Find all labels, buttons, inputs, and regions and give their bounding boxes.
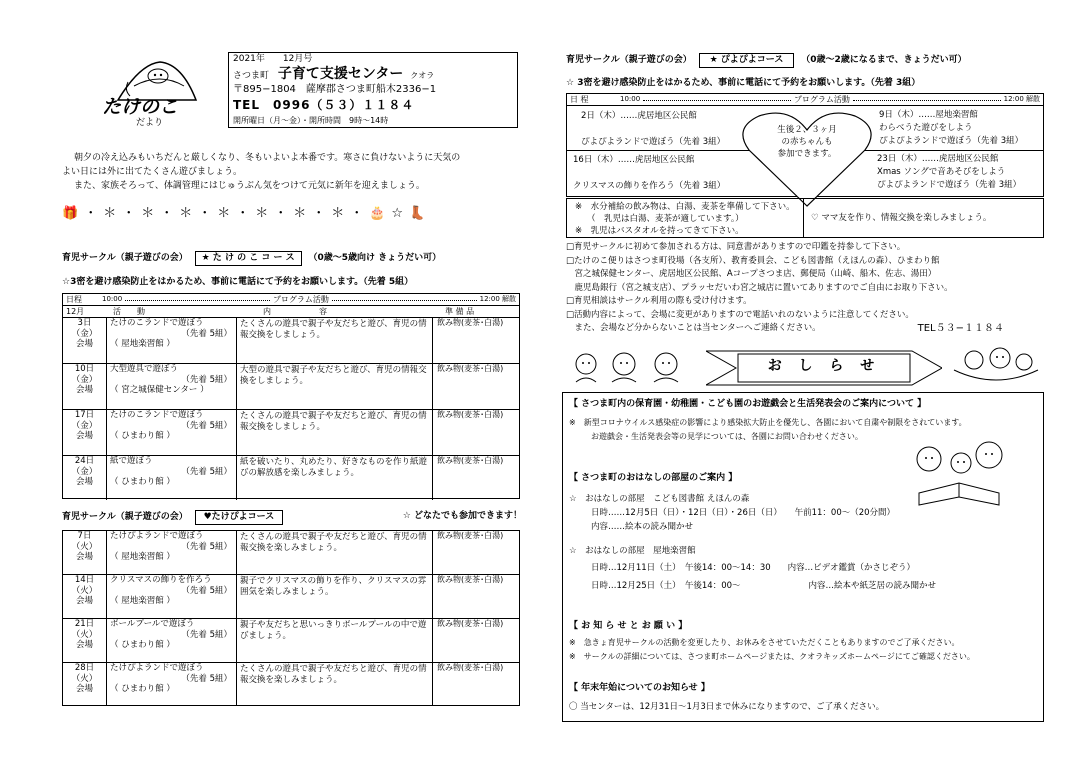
children-illustration-icon (566, 346, 700, 386)
activity-cell (107, 456, 237, 500)
activity-cell (107, 318, 237, 364)
course3-target: （0歳〜2歳になるまで、きょうだい可） (801, 55, 967, 65)
section-line: 日時…12月11日（土） 午後14：00〜14：30 内容…ビデオ鑑賞（かさじぞう） (591, 562, 915, 573)
course1-header (62, 251, 532, 266)
col-day-label: 日程 (66, 295, 82, 304)
date-cell (63, 318, 107, 364)
col-content: 内 容 (263, 307, 327, 316)
phone: TEL 0996（５３）１１８４ (233, 98, 415, 112)
general-info (566, 241, 1044, 336)
items-cell (435, 364, 519, 374)
venue-label: 会場 (75, 640, 93, 651)
intro-line: 朝夕の冷え込みもいちだんと厳しくなり、冬もいよいよ本番です。寒さに負けないように天気の (74, 153, 461, 163)
date-cell (63, 456, 107, 500)
venue-label: 会場 (75, 431, 93, 442)
date-cell (63, 663, 107, 705)
drink-notes (575, 201, 795, 237)
course1-table (62, 293, 520, 499)
course1-timeline (63, 294, 519, 306)
items-cell (435, 619, 519, 629)
gift-icon: 🎁 (62, 206, 85, 221)
items: 飲み物(麦茶･白湯) (437, 410, 504, 419)
venue: （ ひまわり館 ） (110, 477, 175, 488)
event-16 (573, 153, 725, 193)
heart-line: 参加できます。 (777, 149, 837, 159)
center-title: 子育て支援センター (277, 66, 404, 82)
course1-name: ★ た け の こ コ ー ス (195, 251, 302, 266)
time-end: 12:00 解散 (479, 295, 517, 303)
intro-line: よい日には外に出てたくさん遊びましょう。 (62, 167, 243, 177)
col-items: 準 備 品 (445, 307, 475, 316)
course2-header (62, 510, 522, 525)
section-line: ※ サークルの詳細については、さつま町ホームページまたは、クオラキッズホームページにてご確認ください。 (569, 652, 975, 662)
event-activity: ぴよぴよランドで遊ぼう（先着 3組） (879, 136, 1024, 146)
section-title: 【 お 知 ら せ と お 願 い 】 (569, 621, 688, 631)
content-cell (237, 456, 433, 500)
date: 7日 (77, 531, 92, 541)
course2-label: 育児サークル（親子遊びの会） (62, 512, 188, 522)
activity-cell (107, 410, 237, 456)
content: 大型の遊具で親子や友だちと遊び、育児の情報交換をしましょう。 (240, 365, 427, 386)
center-nickname: クオラ (410, 71, 435, 80)
capacity: （先着 5組） (181, 466, 232, 477)
bathing-kids-icon (948, 340, 1044, 390)
table-row (63, 663, 519, 705)
time-program: プログラム活動 (793, 95, 850, 104)
section-line: ☆ おはなしの部屋 こども図書館 えほんの森 (569, 494, 750, 505)
content-cell (237, 619, 433, 663)
section-line: 日時……12月5日（日）・12日（日）・26日（日） 午前11：00〜（20分間） (591, 507, 896, 518)
event-date: 23日（木）……虎居地区公民館 (877, 154, 999, 164)
activity-cell (107, 575, 237, 619)
items-cell (435, 575, 519, 585)
address: 〒895−1804 薩摩郡さつま町船木2336−1 (233, 84, 437, 95)
oshirase-content (562, 392, 1044, 722)
event-date: 2日（木）……虎居地区公民館 (581, 111, 697, 121)
items: 飲み物(麦茶･白湯) (437, 364, 504, 373)
timeline-dots (853, 95, 1001, 101)
content-cell (237, 410, 433, 456)
course3-label: 育児サークル（親子遊びの会） (566, 55, 692, 65)
section-title: 【 さつま町内の保育園・幼稚園・こども園のお遊戯会と生活発表会のご案内について 】 (569, 399, 927, 409)
logo (100, 56, 205, 128)
section-line: ※ 新型コロナウイルス感染症の影響により感染拡大防止を優先し、各園において自粛や制限をされています。 (569, 418, 967, 428)
section-line: 〇 当センターは、12月31日〜1月3日まで休みになりますので、ご了承ください。 (569, 702, 885, 713)
mama-friends-note: ♡ ママ友を作り、情報交換を楽しみましょう。 (811, 213, 992, 223)
course3-schedule (566, 93, 1044, 197)
items-cell (435, 410, 519, 420)
info-line: 鹿児島銀行（宮之城支店）、プラッセだいわ宮之城店に置いてありますのでご自由にお取り下さい。 (566, 282, 953, 293)
section-holidays (569, 683, 1039, 713)
heart-message (765, 124, 849, 160)
center-phone: TEL５３−１１８４ (917, 323, 1004, 334)
activity: ボールプールで遊ぼう (110, 619, 195, 629)
date-cell (63, 531, 107, 575)
family-reading-icon (899, 433, 1019, 509)
table-row (63, 364, 519, 410)
content-cell (237, 663, 433, 705)
opening-hours: 開所曜日（月〜金）・開所時間 9時〜14時 (233, 116, 389, 125)
star-icon: ☆ (391, 206, 410, 221)
col-month: 12月 (66, 307, 85, 316)
section-title: 【 さつま町のおはなしの部屋のご案内 】 (569, 473, 738, 483)
date: 3日 (77, 318, 92, 328)
logo-title: たけのこ (102, 96, 179, 118)
info-text: また、会場など分からないことは当センターへご連絡ください。 (566, 323, 821, 333)
weekday: （火） (71, 585, 98, 596)
timeline-dots (332, 295, 477, 301)
date-cell (63, 619, 107, 663)
weekday: （火） (71, 629, 98, 640)
course1-col-headers (63, 306, 519, 318)
note-line: ※ 乳児はバスタオルを持ってきて下さい。 (575, 226, 744, 236)
activity: たけのこランドで遊ぼう (110, 410, 204, 420)
content-cell (237, 531, 433, 575)
venue: （ 屋地楽習館 ） (110, 339, 175, 350)
info-line: □活動内容によって、会場に変更がありますので電話いれのないように注意してください。 (566, 309, 914, 320)
capacity: （先着 5組） (181, 541, 232, 552)
venue-label: 会場 (75, 339, 93, 350)
section-line: ☆ おはなしの部屋 屋地楽習館 (569, 546, 696, 557)
items: 飲み物(麦茶･白湯) (437, 531, 504, 540)
course1-rows (63, 318, 519, 498)
course2-table (62, 530, 520, 706)
date: 17日 (74, 410, 95, 420)
activity-cell (107, 663, 237, 705)
course3-notes (566, 198, 1044, 238)
activity-cell (107, 364, 237, 410)
venue: （ 宮之城保健センター ） (110, 385, 209, 396)
time-start: 10:00 (102, 295, 123, 303)
section-line: 日時…12月25日（土） 午後14：00〜 内容…絵本や紙芝居の読み聞かせ (591, 581, 937, 592)
venue-label: 会場 (75, 552, 93, 563)
weekday: （金） (71, 466, 98, 477)
notes-divider (803, 199, 804, 237)
event-9 (879, 109, 1023, 148)
intro-text (62, 151, 522, 193)
content: 親子でクリスマスの飾りを作り、クリスマスの雰囲気を楽しみましょう。 (240, 576, 427, 597)
content-cell (237, 575, 433, 619)
items: 飲み物(麦茶･白湯) (437, 619, 504, 628)
event-activity: ぴよぴよランドで遊ぼう（先着 3組） (581, 137, 726, 147)
note-line: （ 乳児は白湯、麦茶が適しています。） (587, 214, 744, 224)
time-program: プログラム活動 (272, 295, 329, 304)
date: 14日 (74, 575, 95, 585)
content: たくさんの遊具で親子や友だちと遊び、育児の情報交換を楽しみましょう。 (240, 532, 427, 553)
items-cell (435, 456, 519, 466)
capacity: （先着 5組） (181, 420, 232, 431)
venue: （ 屋地楽習館 ） (110, 552, 175, 563)
capacity: （先着 5組） (181, 673, 232, 684)
weekday: （金） (71, 420, 98, 431)
event-activity: ぴよぴよランドで遊ぼう（先着 3組） (877, 180, 1022, 190)
section-line: お遊戯会・生活発表会等の見学については、各園にお問い合わせください。 (591, 432, 863, 442)
issue-date: 2021年 12月号 (233, 54, 313, 64)
date: 28日 (74, 663, 95, 673)
timeline-dots (125, 295, 270, 301)
boot-icon: 👢 (409, 206, 432, 221)
town-name: さつま町 (233, 71, 270, 81)
weekday: （金） (71, 374, 98, 385)
logo-subtitle: だより (136, 118, 164, 128)
venue: （ ひまわり館 ） (110, 431, 175, 442)
oshirase-banner (706, 348, 942, 388)
heart-line: の赤ちゃんも (781, 137, 833, 147)
date-cell (63, 575, 107, 619)
table-row (63, 456, 519, 500)
items-cell (435, 663, 519, 673)
weekday: （金） (71, 328, 98, 339)
time-start: 10:00 (620, 95, 641, 103)
course1-label: 育児サークル（親子遊びの会） (62, 253, 188, 263)
timeline-dots (643, 95, 791, 101)
decorative-dots: ・＊・＊・＊・＊・＊・＊・＊・ (84, 206, 370, 221)
weekday: （火） (71, 541, 98, 552)
info-line: □育児サークルに初めて参加される方は、同意書がありますので印鑑を持参して下さい。 (566, 242, 906, 252)
activity: たけぴよランドで遊ぼう (110, 663, 204, 673)
content-cell (237, 364, 433, 410)
section-requests (569, 621, 1039, 662)
section-title: 【 年末年始についてのお知らせ 】 (569, 683, 710, 693)
content: たくさんの遊具で親子や友だちと遊び、育児の情報交換を楽しみましょう。 (240, 664, 427, 685)
masthead (228, 52, 518, 128)
venue-label: 会場 (75, 385, 93, 396)
event-date: 9日（木）……屋地楽習館 (879, 110, 978, 120)
table-row (63, 410, 519, 456)
weekday: （火） (71, 673, 98, 684)
table-row (63, 619, 519, 663)
venue: （ ひまわり館 ） (110, 684, 175, 695)
course3-name: ★ ぴよぴよコース (699, 53, 795, 68)
event-activity: クリスマスの飾りを作ろう（先着 3組） (573, 181, 726, 191)
note-line: ※ 水分補給の飲み物は、白湯、麦茶を準備して下さい。 (575, 202, 795, 212)
section-line: 内容……絵本の読み聞かせ (591, 521, 694, 532)
decorative-border (62, 206, 522, 222)
capacity: （先着 5組） (181, 328, 232, 339)
content: 紙を破いたり、丸めたり、好きなものを作り紙遊びの解放感を楽しみましょう。 (240, 457, 428, 478)
event-date: 16日（木）……虎居地区公民館 (573, 155, 695, 165)
activity: たけぴよランドで遊ぼう (110, 531, 204, 541)
venue: （ 屋地楽習館 ） (110, 596, 175, 607)
venue-label: 会場 (75, 477, 93, 488)
event-activity: Xmas ソングで音あそびをしよう (877, 167, 1006, 177)
table-row (63, 318, 519, 364)
event-2 (581, 109, 725, 149)
date-cell (63, 410, 107, 456)
items-cell (435, 531, 519, 541)
cake-icon: 🎂 (369, 206, 392, 221)
course1-target: （0歳〜5歳向け きょうだい可） (308, 253, 442, 263)
center-name-row (233, 66, 434, 84)
activity: 紙で遊ぼう (110, 456, 153, 466)
course1-notice: ☆3密を避け感染防止をはかるため、事前に電話にて予約をお願いします。（先着 5組） (62, 277, 414, 287)
time-end: 12:00 解散 (1003, 95, 1041, 103)
activity: クリスマスの飾りを作ろう (110, 575, 212, 585)
venue-label: 会場 (75, 596, 93, 607)
activity-cell (107, 531, 237, 575)
col-day-label: 日 程 (570, 95, 589, 104)
items: 飲み物(麦茶･白湯) (437, 318, 504, 327)
oshirase-title: お し ら せ (767, 358, 881, 374)
section-line: ※ 急きょ育児サークルの活動を変更したり、お休みをさせていただくこともありますのでご了承ください。 (569, 638, 960, 648)
capacity: （先着 5組） (181, 585, 232, 596)
date: 10日 (74, 364, 95, 374)
info-line: □育児相談はサークル利用の際も受け付けます。 (566, 296, 752, 306)
col-activity: 活 動 (113, 307, 145, 316)
course2-note: ☆ どなたでも参加できます！ (402, 511, 522, 521)
venue-label: 会場 (75, 684, 93, 695)
info-line: □たけのこ便りはさつま町役場（各支所）、教育委員会、こども図書館（えほんの森）、ひまわり館 (566, 255, 940, 266)
date: 24日 (74, 456, 95, 466)
content: たくさんの遊具で親子や友だちと遊び、育児の情報交換をしましょう。 (240, 319, 427, 340)
course2-name: ♥たけぴよコース (195, 510, 284, 525)
info-line (566, 322, 1044, 336)
event-23 (877, 153, 1021, 192)
capacity: （先着 5組） (181, 374, 232, 385)
intro-line: また、家族そろって、体調管理にはじゅうぶん気をつけて元気に新年を迎えましょう。 (74, 181, 425, 191)
activity: 大型遊具で遊ぼう (110, 364, 179, 374)
items: 飲み物(麦茶･白湯) (437, 456, 504, 465)
items: 飲み物(麦茶･白湯) (437, 663, 504, 672)
content-cell (237, 318, 433, 364)
heart-line: 生後２、３ヶ月 (777, 125, 837, 135)
course3-timeline (567, 94, 1043, 106)
content: 親子や友だちと思いっきりボールプールの中で遊びましょう。 (240, 620, 427, 641)
course3-header (566, 53, 1036, 68)
activity-cell (107, 619, 237, 663)
capacity: （先着 5組） (181, 629, 232, 640)
activity: たけのこランドで遊ぼう (110, 318, 204, 328)
date-cell (63, 364, 107, 410)
table-row (63, 575, 519, 619)
items: 飲み物(麦茶･白湯) (437, 575, 504, 584)
content: たくさんの遊具で親子や友だちと遊び、育児の情報交換をしましょう。 (240, 411, 427, 432)
items-cell (435, 318, 519, 328)
info-line: 宮之城保健センター、虎居地区公民館、Aコープさつま店、郵便局（山崎、船木、佐志、湯田） (566, 269, 937, 279)
date: 21日 (74, 619, 95, 629)
event-activity: わらべうた遊びをしよう (879, 123, 973, 133)
course3-notice: ☆ 3密を避け感染防止をはかるため、事前に電話にて予約をお願いします。（先着 3組） (566, 78, 921, 88)
venue: （ ひまわり館 ） (110, 640, 175, 651)
table-row (63, 531, 519, 575)
